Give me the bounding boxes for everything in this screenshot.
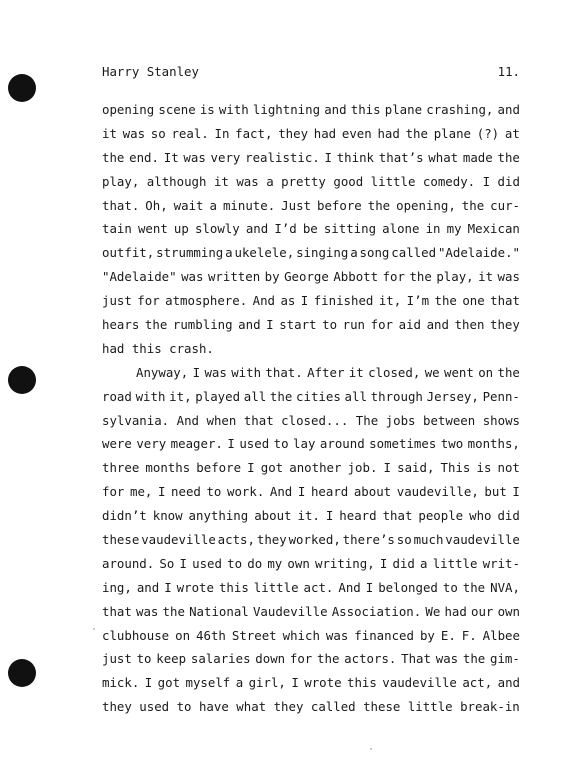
text-line: mick. I got myself a girl, I wrote this vaudeville act, and	[102, 675, 520, 691]
paper-speck	[370, 748, 372, 750]
text-line: the end. It was very realistic. I think that’s what made the	[102, 149, 520, 165]
binder-hole-middle	[8, 366, 36, 394]
text-line: play, although it was a pretty good little comedy. I did	[102, 173, 520, 189]
text-line: sylvania. And when that closed... The jobs between shows	[102, 412, 520, 428]
document-body	[102, 98, 520, 719]
text-line: opening scene is with lightning and this plane crashing, and	[102, 102, 520, 117]
text-line: three months before I got another job. I said, This is not	[102, 460, 520, 476]
text-line: didn’t know anything about it. I heard that people who did	[102, 508, 520, 524]
text-line: these vaudeville acts, they worked, there’s so much vaudeville	[102, 532, 520, 548]
text-line: ing, and I wrote this little act. And I belonged to the NVA,	[102, 579, 520, 595]
text-line: tain went up slowly and I’d be sitting alone in my Mexican	[102, 221, 520, 237]
text-line: were very meager. I used to lay around sometimes two months,	[102, 436, 520, 452]
header-name: Harry Stanley	[102, 64, 199, 79]
text-line: clubhouse on 46th Street which was financed by E. F. Albee	[102, 627, 520, 643]
text-line: "Adelaide" was written by George Abbott for the play, it was	[102, 269, 520, 285]
page-header	[102, 64, 522, 82]
text-line: that. Oh, wait a minute. Just before the opening, the cur-	[102, 197, 520, 213]
text-line: around. So I used to do my own writing, I did a little writ-	[102, 555, 520, 571]
paper-speck	[93, 628, 95, 630]
text-line: that was the National Vaudeville Association. We had our own	[102, 603, 520, 619]
text-line: road with it, played all the cities all through Jersey, Penn-	[102, 388, 520, 404]
text-line: Anyway, I was with that. After it closed, we went on the	[136, 364, 520, 380]
text-line: for me, I need to work. And I heard about vaudeville, but I	[102, 484, 520, 500]
text-line: they used to have what they called these little break-in	[102, 699, 520, 715]
binder-hole-bottom	[8, 659, 36, 687]
text-line: hears the rumbling and I start to run for aid and then they	[102, 317, 520, 333]
text-line: it was so real. In fact, they had even had the plane (?) at	[102, 125, 520, 141]
text-line: had this crash.	[102, 340, 214, 356]
binder-hole-top	[8, 74, 36, 102]
text-line: outfit, strumming a ukelele, singing a song called "Adelaide."	[102, 245, 520, 261]
text-line: just for atmosphere. And as I finished it, I’m the one that	[102, 293, 520, 309]
page-number: 11.	[497, 64, 520, 79]
text-line: just to keep salaries down for the actors. That was the gim-	[102, 651, 520, 667]
